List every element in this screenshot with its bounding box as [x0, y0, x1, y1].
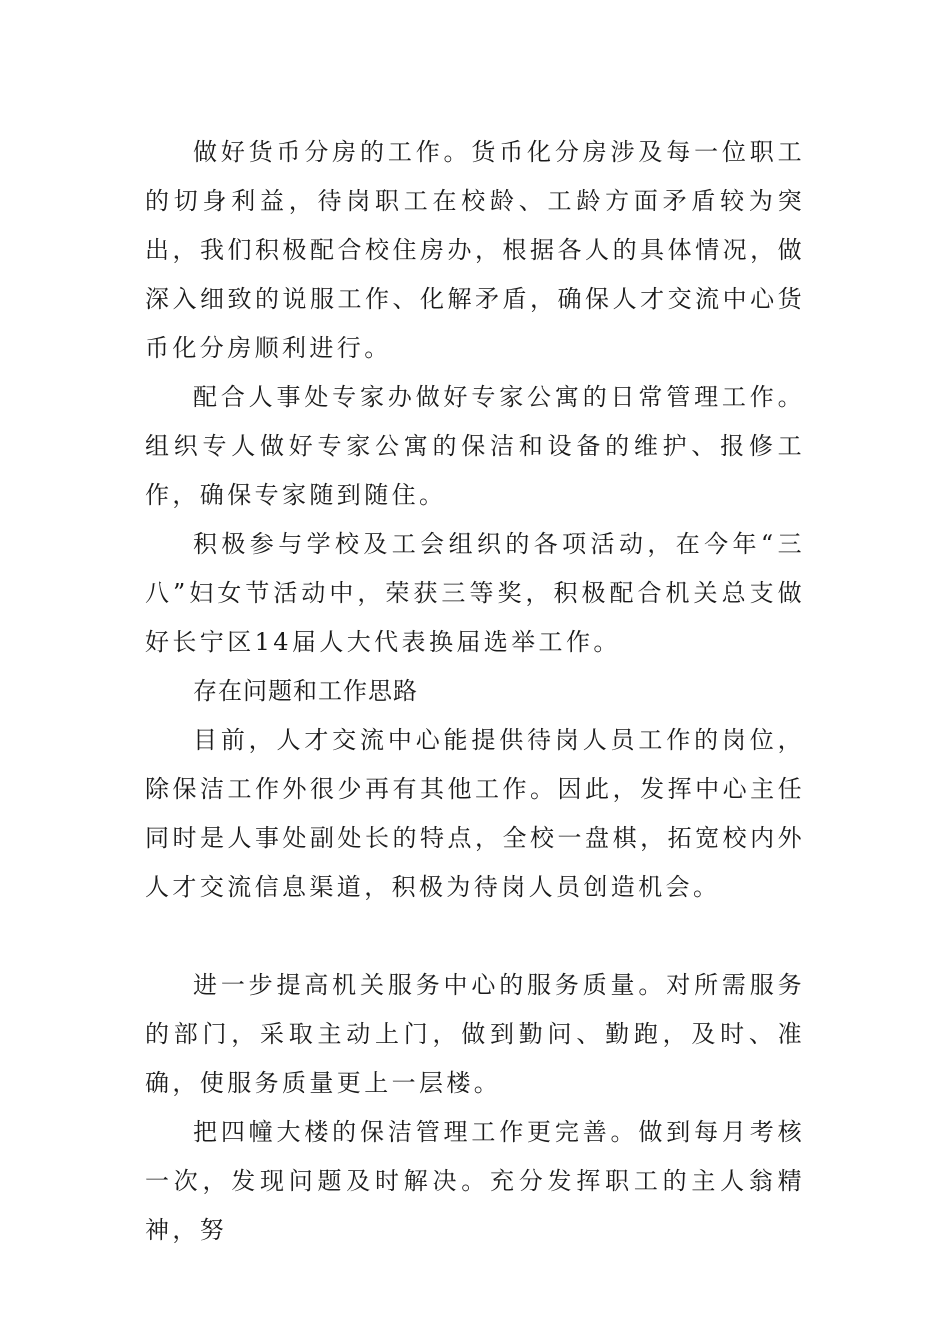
section-heading-problems: 存在问题和工作思路 — [193, 677, 418, 705]
paragraph-service-quality: 进一步提高机关服务中心的服务质量。对所需服务的部门，采取主动上门，做到勤问、勤跑，及时、准确，使服务质量更上一层楼。 — [145, 971, 805, 1097]
paragraph-current-situation: 目前，人才交流中心能提供待岗人员工作的岗位，除保洁工作外很少再有其他工作。因此，发挥中心主任同时是人事处副处长的特点，全校一盘棋，拓宽校内外人才交流信息渠道，积极为待岗人员创造机会。 — [145, 726, 805, 901]
paragraph-cleaning-management: 把四幢大楼的保洁管理工作更完善。做到每月考核一次，发现问题及时解决。充分发挥职工的主人翁精神，努 — [145, 1118, 805, 1244]
document-body — [145, 128, 805, 1255]
paragraph-gap — [145, 912, 805, 961]
paragraph-expert-apartment: 配合人事处专家办做好专家公寓的日常管理工作。组织专人做好专家公寓的保洁和设备的维护、报修工作，确保专家随到随住。 — [145, 383, 805, 509]
paragraph-housing-allocation: 做好货币分房的工作。货币化分房涉及每一位职工的切身利益，待岗职工在校龄、工龄方面矛盾较为突出，我们积极配合校住房办，根据各人的具体情况，做深入细致的说服工作、化解矛盾，确保人才交流中心货币化分房顺利进行。 — [145, 138, 805, 362]
paragraph-activities: 积极参与学校及工会组织的各项活动，在今年“三八”妇女节活动中，荣获三等奖，积极配合机关总支做好长宁区14届人大代表换届选举工作。 — [145, 530, 805, 656]
